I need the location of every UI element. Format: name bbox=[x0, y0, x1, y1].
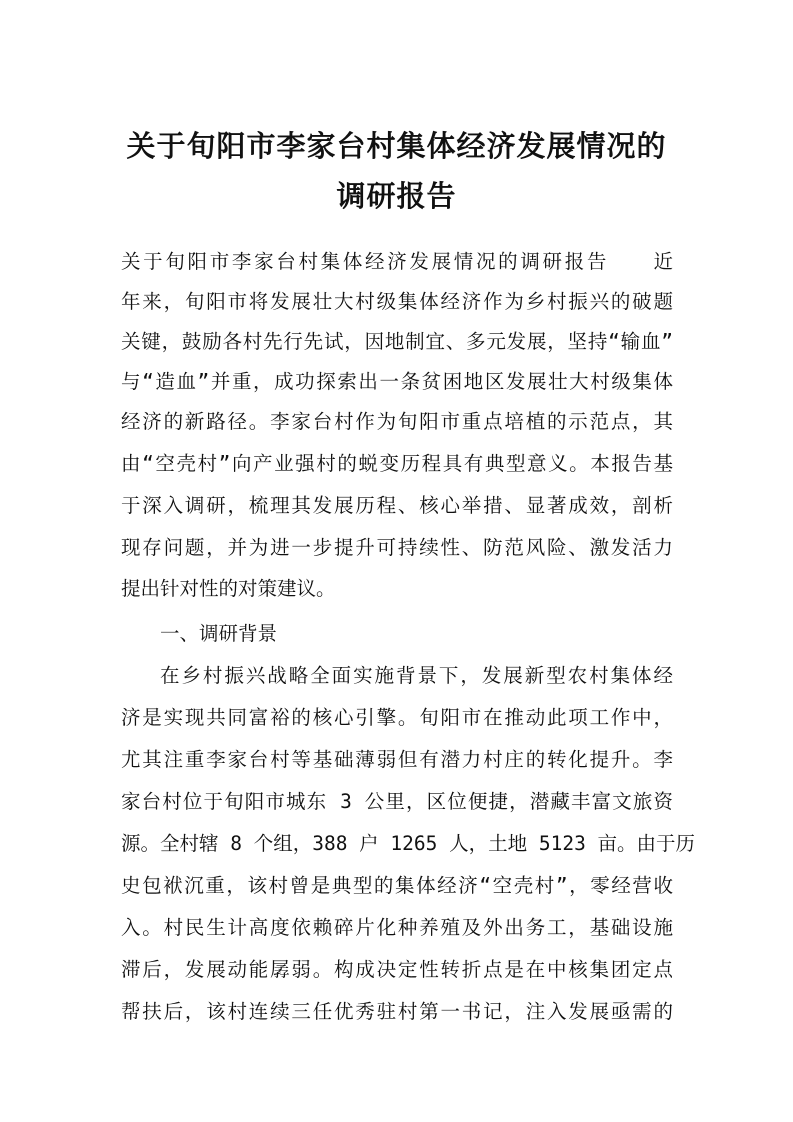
background-line-9: 帮扶后，该村连续三任优秀驻村第一书记，注入发展亟需的 bbox=[121, 1000, 673, 1023]
section-heading: 一、调研背景 bbox=[160, 622, 278, 645]
intro-line-1: 关于旬阳市李家台村集体经济发展情况的调研报告 近 bbox=[121, 250, 673, 273]
background-line-1: 在乡村振兴战略全面实施背景下，发展新型农村集体经 bbox=[160, 664, 673, 687]
background-line-7: 入。村民生计高度依赖碎片化种养殖及外出务工，基础设施 bbox=[121, 916, 673, 939]
background-line-6: 史包袱沉重，该村曾是典型的集体经济“空壳村”，零经营收 bbox=[121, 874, 673, 897]
intro-line-2: 年来，旬阳市将发展壮大村级集体经济作为乡村振兴的破题 bbox=[121, 290, 673, 313]
background-line-4: 家台村位于旬阳市城东 3 公里，区位便捷，潜藏丰富文旅资 bbox=[121, 790, 673, 813]
background-line-5: 源。全村辖 8 个组，388 户 1265 人，土地 5123 亩。由于历 bbox=[121, 832, 696, 855]
background-line-8: 滞后，发展动能孱弱。构成决定性转折点是在中核集团定点 bbox=[121, 958, 673, 981]
intro-line-3: 关键，鼓励各村先行先试，因地制宜、多元发展，坚持“输血” bbox=[121, 330, 673, 353]
document-title-line-2: 调研报告 bbox=[336, 179, 457, 213]
intro-line-5: 经济的新路径。李家台村作为旬阳市重点培植的示范点，其 bbox=[121, 410, 673, 433]
intro-line-8: 现存问题，并为进一步提升可持续性、防范风险、激发活力 bbox=[121, 536, 673, 559]
background-line-2: 济是实现共同富裕的核心引擎。旬阳市在推动此项工作中， bbox=[121, 706, 673, 729]
intro-line-4: 与“造血”并重，成功探索出一条贫困地区发展壮大村级集体 bbox=[121, 370, 673, 393]
intro-line-7: 于深入调研，梳理其发展历程、核心举措、显著成效，剖析 bbox=[121, 494, 673, 517]
intro-line-9: 提出针对性的对策建议。 bbox=[121, 577, 336, 600]
background-line-3: 尤其注重李家台村等基础薄弱但有潜力村庄的转化提升。李 bbox=[121, 748, 673, 771]
intro-line-6: 由“空壳村”向产业强村的蜕变历程具有典型意义。本报告基 bbox=[121, 452, 673, 475]
document-title-line-1: 关于旬阳市李家台村集体经济发展情况的 bbox=[126, 129, 667, 163]
